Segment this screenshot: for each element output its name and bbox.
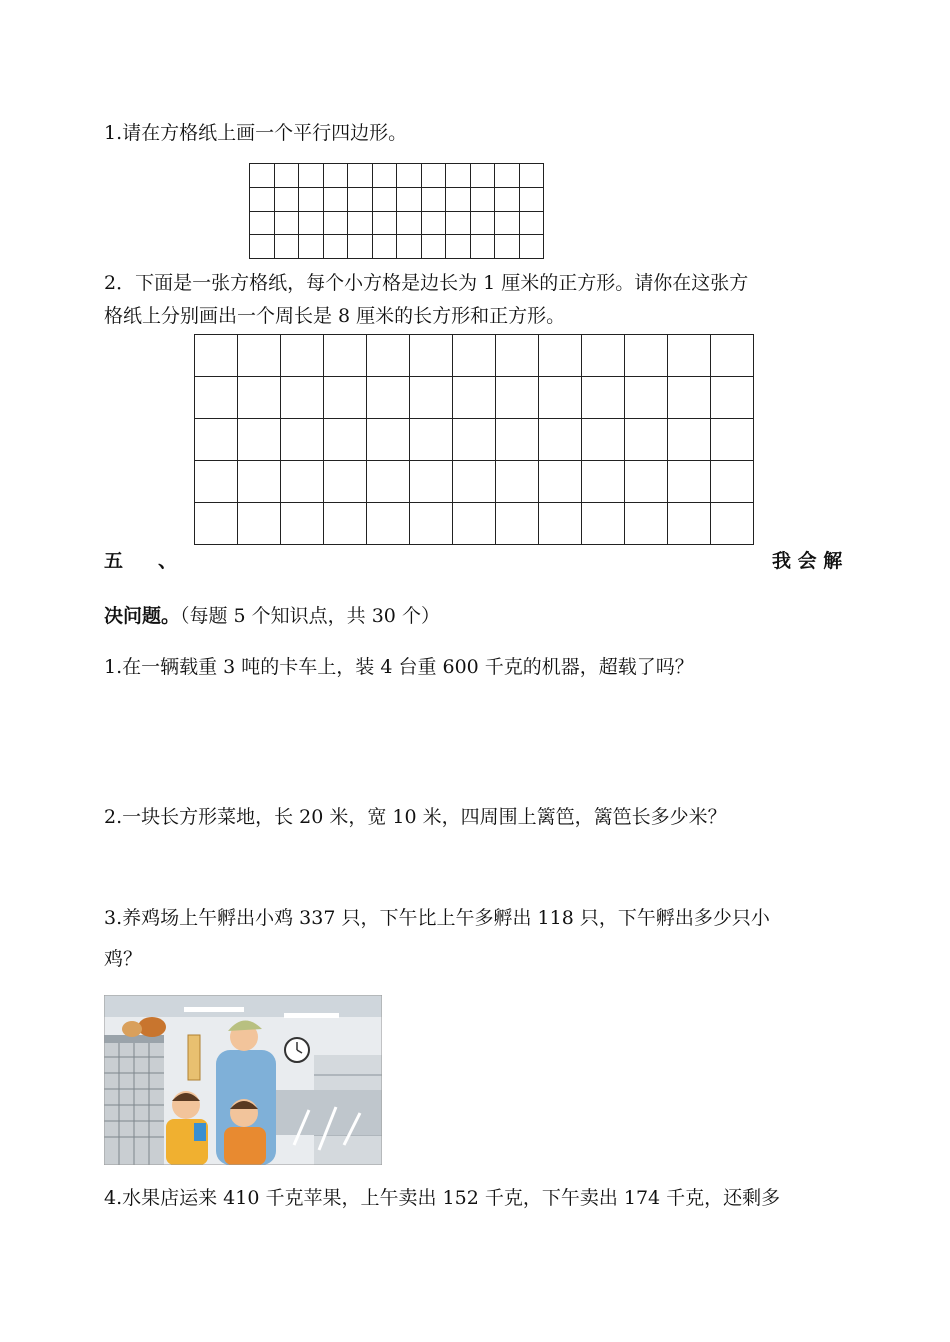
grid-cell[interactable] [421, 235, 446, 259]
grid-cell[interactable] [470, 235, 495, 259]
grid-cell[interactable] [238, 503, 281, 545]
grid-row [250, 187, 544, 211]
grid-cell[interactable] [625, 419, 668, 461]
grid-cell[interactable] [367, 377, 410, 419]
grid-cell[interactable] [323, 211, 348, 235]
grid-row [250, 164, 544, 188]
grid-cell[interactable] [274, 187, 299, 211]
grid-cell[interactable] [372, 164, 397, 188]
grid-cell[interactable] [711, 335, 754, 377]
grid-cell[interactable] [668, 419, 711, 461]
section-5-separator: 、 [158, 550, 178, 572]
grid-cell[interactable] [421, 187, 446, 211]
grid-cell[interactable] [238, 419, 281, 461]
grid-cell[interactable] [323, 164, 348, 188]
grid-cell[interactable] [372, 211, 397, 235]
grid-cell[interactable] [519, 164, 544, 188]
grid-cell[interactable] [421, 164, 446, 188]
grid-cell[interactable] [625, 503, 668, 545]
grid-paper-large[interactable] [194, 334, 754, 545]
grid-cell[interactable] [711, 461, 754, 503]
grid-cell[interactable] [324, 335, 367, 377]
grid-cell[interactable] [539, 419, 582, 461]
section-5-heading [104, 601, 440, 628]
grid-cell[interactable] [582, 335, 625, 377]
grid-cell[interactable] [195, 377, 238, 419]
grid-cell[interactable] [274, 235, 299, 259]
grid-cell[interactable] [711, 419, 754, 461]
grid-cell[interactable] [625, 377, 668, 419]
grid-cell[interactable] [348, 164, 373, 188]
grid-cell[interactable] [281, 503, 324, 545]
grid-cell[interactable] [410, 419, 453, 461]
grid-cell[interactable] [299, 187, 324, 211]
grid-cell[interactable] [397, 235, 422, 259]
grid-cell[interactable] [274, 211, 299, 235]
grid-cell[interactable] [453, 503, 496, 545]
question-4-1: 1.请在方格纸上画一个平行四边形。 [104, 122, 408, 144]
grid-cell[interactable] [323, 187, 348, 211]
grid-cell[interactable] [250, 211, 275, 235]
grid-cell[interactable] [367, 503, 410, 545]
grid-cell[interactable] [446, 187, 471, 211]
grid-cell[interactable] [539, 503, 582, 545]
grid-cell[interactable] [470, 164, 495, 188]
question-4-2-line2: 格纸上分别画出一个周长是 8 厘米的长方形和正方形。 [104, 305, 566, 327]
grid-cell[interactable] [495, 187, 520, 211]
grid-cell[interactable] [668, 503, 711, 545]
grid-cell[interactable] [250, 164, 275, 188]
grid-cell[interactable] [453, 419, 496, 461]
grid-cell[interactable] [410, 503, 453, 545]
grid-cell[interactable] [410, 461, 453, 503]
grid-cell[interactable] [582, 503, 625, 545]
grid-cell[interactable] [323, 235, 348, 259]
grid-cell[interactable] [453, 377, 496, 419]
question-5-2: 2.一块长方形菜地，长 20 米，宽 10 米，四周围上篱笆，篱笆长多少米？ [104, 806, 727, 828]
grid-cell[interactable] [372, 187, 397, 211]
grid-cell[interactable] [539, 461, 582, 503]
grid-cell[interactable] [348, 211, 373, 235]
grid-cell[interactable] [519, 211, 544, 235]
grid-cell[interactable] [453, 335, 496, 377]
grid-cell[interactable] [446, 164, 471, 188]
grid-cell[interactable] [495, 164, 520, 188]
grid-cell[interactable] [299, 235, 324, 259]
grid-cell[interactable] [470, 187, 495, 211]
chicken-farm-illustration [104, 995, 382, 1165]
grid-cell[interactable] [195, 461, 238, 503]
section-5-heading-tail: 我 会 解 [772, 550, 843, 572]
section-5-note: （每题 5 个知识点，共 30 个） [180, 605, 440, 627]
grid-cell[interactable] [397, 164, 422, 188]
grid-cell[interactable] [470, 211, 495, 235]
grid-cell[interactable] [372, 235, 397, 259]
grid-cell[interactable] [446, 211, 471, 235]
grid-cell[interactable] [421, 211, 446, 235]
grid-cell[interactable] [668, 461, 711, 503]
grid-cell[interactable] [625, 335, 668, 377]
section-5-number: 五 [104, 550, 124, 572]
grid-cell[interactable] [195, 335, 238, 377]
grid-cell[interactable] [250, 187, 275, 211]
grid-cell[interactable] [539, 377, 582, 419]
grid-cell[interactable] [582, 419, 625, 461]
grid-row [250, 235, 544, 259]
grid-cell[interactable] [625, 461, 668, 503]
grid-cell[interactable] [495, 235, 520, 259]
grid-cell[interactable] [274, 164, 299, 188]
grid-cell[interactable] [348, 235, 373, 259]
grid-cell[interactable] [711, 503, 754, 545]
section-5-heading-cont: 决问题。 [104, 605, 181, 627]
grid-cell[interactable] [281, 335, 324, 377]
grid-cell[interactable] [496, 335, 539, 377]
grid-cell[interactable] [668, 335, 711, 377]
question-4-2-line1: 2．下面是一张方格纸，每个小方格是边长为 1 厘米的正方形。请你在这张方 [104, 272, 749, 294]
grid-cell[interactable] [281, 461, 324, 503]
grid-row [195, 419, 754, 461]
grid-cell[interactable] [324, 461, 367, 503]
grid-cell[interactable] [668, 377, 711, 419]
question-5-3-line1: 3.养鸡场上午孵出小鸡 337 只，下午比上午多孵出 118 只，下午孵出多少只小 [104, 907, 770, 929]
grid-row [195, 335, 754, 377]
grid-cell[interactable] [496, 461, 539, 503]
grid-cell[interactable] [496, 377, 539, 419]
grid-cell[interactable] [299, 211, 324, 235]
grid-cell[interactable] [195, 419, 238, 461]
question-5-1: 1.在一辆载重 3 吨的卡车上，装 4 台重 600 千克的机器，超载了吗？ [104, 656, 694, 678]
question-5-4-line1: 4.水果店运来 410 千克苹果，上午卖出 152 千克，下午卖出 174 千克，还剩多 [104, 1187, 781, 1209]
grid-cell[interactable] [539, 335, 582, 377]
grid-cell[interactable] [238, 377, 281, 419]
grid-cell[interactable] [397, 187, 422, 211]
grid-cell[interactable] [397, 211, 422, 235]
grid-cell[interactable] [281, 419, 324, 461]
grid-cell[interactable] [410, 335, 453, 377]
grid-cell[interactable] [238, 461, 281, 503]
grid-cell[interactable] [519, 235, 544, 259]
grid-cell[interactable] [238, 335, 281, 377]
grid-paper-small[interactable] [249, 163, 544, 259]
grid-cell[interactable] [496, 419, 539, 461]
grid-cell[interactable] [711, 377, 754, 419]
grid-cell[interactable] [582, 461, 625, 503]
grid-cell[interactable] [348, 187, 373, 211]
grid-cell[interactable] [496, 503, 539, 545]
grid-cell[interactable] [582, 377, 625, 419]
grid-cell[interactable] [446, 235, 471, 259]
grid-cell[interactable] [195, 503, 238, 545]
grid-cell[interactable] [324, 377, 367, 419]
grid-cell[interactable] [495, 211, 520, 235]
grid-cell[interactable] [324, 503, 367, 545]
grid-cell[interactable] [367, 461, 410, 503]
grid-cell[interactable] [324, 419, 367, 461]
grid-cell[interactable] [281, 377, 324, 419]
grid-cell[interactable] [453, 461, 496, 503]
grid-cell[interactable] [367, 335, 410, 377]
grid-cell[interactable] [299, 164, 324, 188]
grid-cell[interactable] [410, 377, 453, 419]
grid-row [195, 503, 754, 545]
grid-row [250, 211, 544, 235]
grid-row [195, 377, 754, 419]
grid-cell[interactable] [250, 235, 275, 259]
grid-cell[interactable] [367, 419, 410, 461]
question-5-3-line2: 鸡？ [104, 948, 143, 970]
grid-cell[interactable] [519, 187, 544, 211]
grid-row [195, 461, 754, 503]
